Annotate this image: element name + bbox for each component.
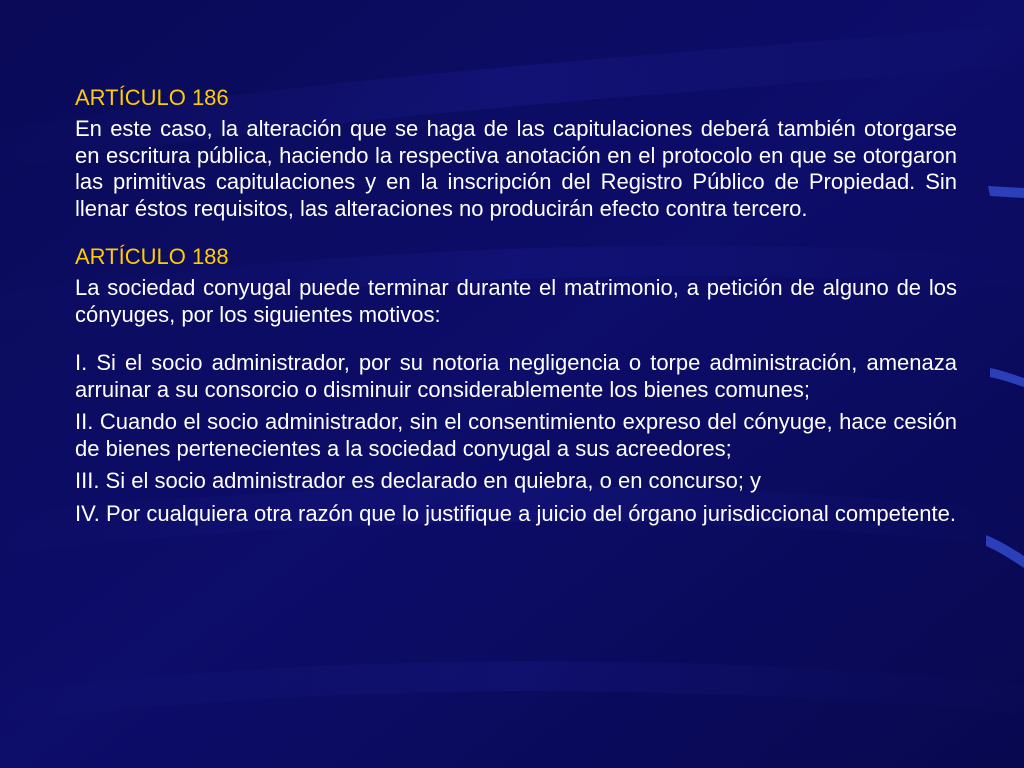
article-186-text: En este caso, la alteración que se haga de las capitulaciones deberá también otorgarse en escritura pública, haciendo la respectiva anotación en el protocolo en que se otorgaron las primitivas capitulaciones y en la inscripción del Registro Público de Propiedad. Sin llenar éstos requisitos, las alteraciones no producirán efecto contra tercero. — [75, 116, 957, 221]
article-186-heading: ARTÍCULO 186 — [75, 85, 229, 110]
motive-item: I. Si el socio administrador, por su notoria negligencia o torpe administración, amenaza arruinar a su consorcio o disminuir considerablemente los bienes comunes; — [75, 350, 957, 402]
article-188-text: La sociedad conyugal puede terminar durante el matrimonio, a petición de alguno de los cónyuges, por los siguientes motivos: — [75, 275, 957, 327]
motive-item: IV. Por cualquiera otra razón que lo justifique a juicio del órgano jurisdiccional competente. — [75, 500, 956, 526]
slide-content — [75, 85, 957, 527]
motive-item: III. Si el socio administrador es declarado en quiebra, o en concurso; y — [75, 468, 762, 493]
article-188-heading: ARTÍCULO 188 — [75, 244, 229, 269]
motive-item: II. Cuando el socio administrador, sin el consentimiento expreso del cónyuge, hace cesión de bienes pertenecientes a la sociedad conyugal a sus acreedores; — [75, 409, 957, 461]
